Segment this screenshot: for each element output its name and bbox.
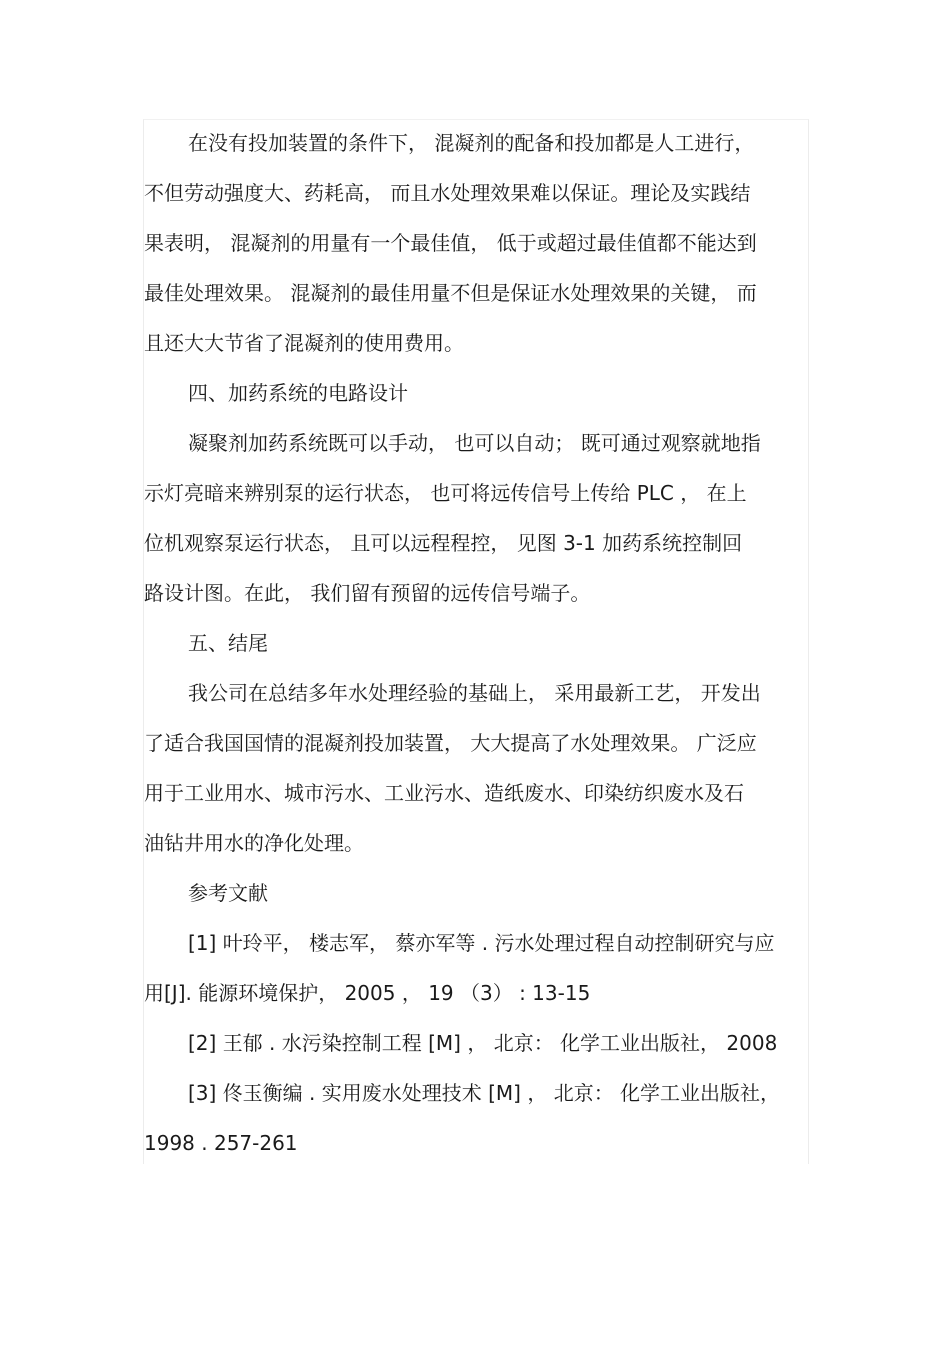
section-heading: 五、结尾 [188, 631, 268, 655]
paragraph-line: 在没有投加装置的条件下， 混凝剂的配备和投加都是人工进行， [188, 131, 755, 155]
paragraph-line: 最佳处理效果。 混凝剂的最佳用量不但是保证水处理效果的关键， 而 [144, 281, 757, 305]
paragraph-line: 位机观察泵运行状态， 且可以远程程控， 见图 3-1 加药系统控制回 [144, 531, 743, 555]
paragraph-line: 我公司在总结多年水处理经验的基础上， 采用最新工艺， 开发出 [188, 681, 761, 705]
paragraph-line: 示灯亮暗来辨别泵的运行状态， 也可将远传信号上传给 PLC ， 在上 [144, 481, 747, 505]
paragraph-line: 不但劳动强度大、药耗高， 而且水处理效果难以保证。理论及实践结 [144, 181, 751, 205]
paragraph-line: 了适合我国国情的混凝剂投加装置， 大大提高了水处理效果。 广泛应 [144, 731, 757, 755]
section-heading: 四、加药系统的电路设计 [188, 381, 408, 405]
reference-line: [3] 佟玉衡编 . 实用废水处理技术 [M] ， 北京： 化学工业出版社， [188, 1081, 781, 1105]
document-body [144, 118, 808, 1168]
reference-line: 用[J]. 能源环境保护， 2005 ， 19 （3） : 13-15 [144, 981, 591, 1005]
paragraph-line: 油钻井用水的净化处理。 [144, 831, 364, 855]
reference-line: [1] 叶玲平， 楼志军， 蔡亦军等 . 污水处理过程自动控制研究与应 [188, 931, 775, 955]
paragraph-line: 且还大大节省了混凝剂的使用费用。 [144, 331, 464, 355]
paragraph-line: 果表明， 混凝剂的用量有一个最佳值， 低于或超过最佳值都不能达到 [144, 231, 757, 255]
paragraph-line: 凝聚剂加药系统既可以手动， 也可以自动； 既可通过观察就地指 [188, 431, 761, 455]
paragraph-line: 路设计图。在此， 我们留有预留的远传信号端子。 [144, 581, 591, 605]
reference-line: [2] 王郁 . 水污染控制工程 [M] ， 北京： 化学工业出版社， 2008 [188, 1031, 778, 1055]
references-heading: 参考文献 [188, 881, 268, 905]
reference-line: 1998 . 257-261 [144, 1131, 298, 1155]
paragraph-line: 用于工业用水、城市污水、工业污水、造纸废水、印染纺织废水及石 [144, 781, 744, 805]
